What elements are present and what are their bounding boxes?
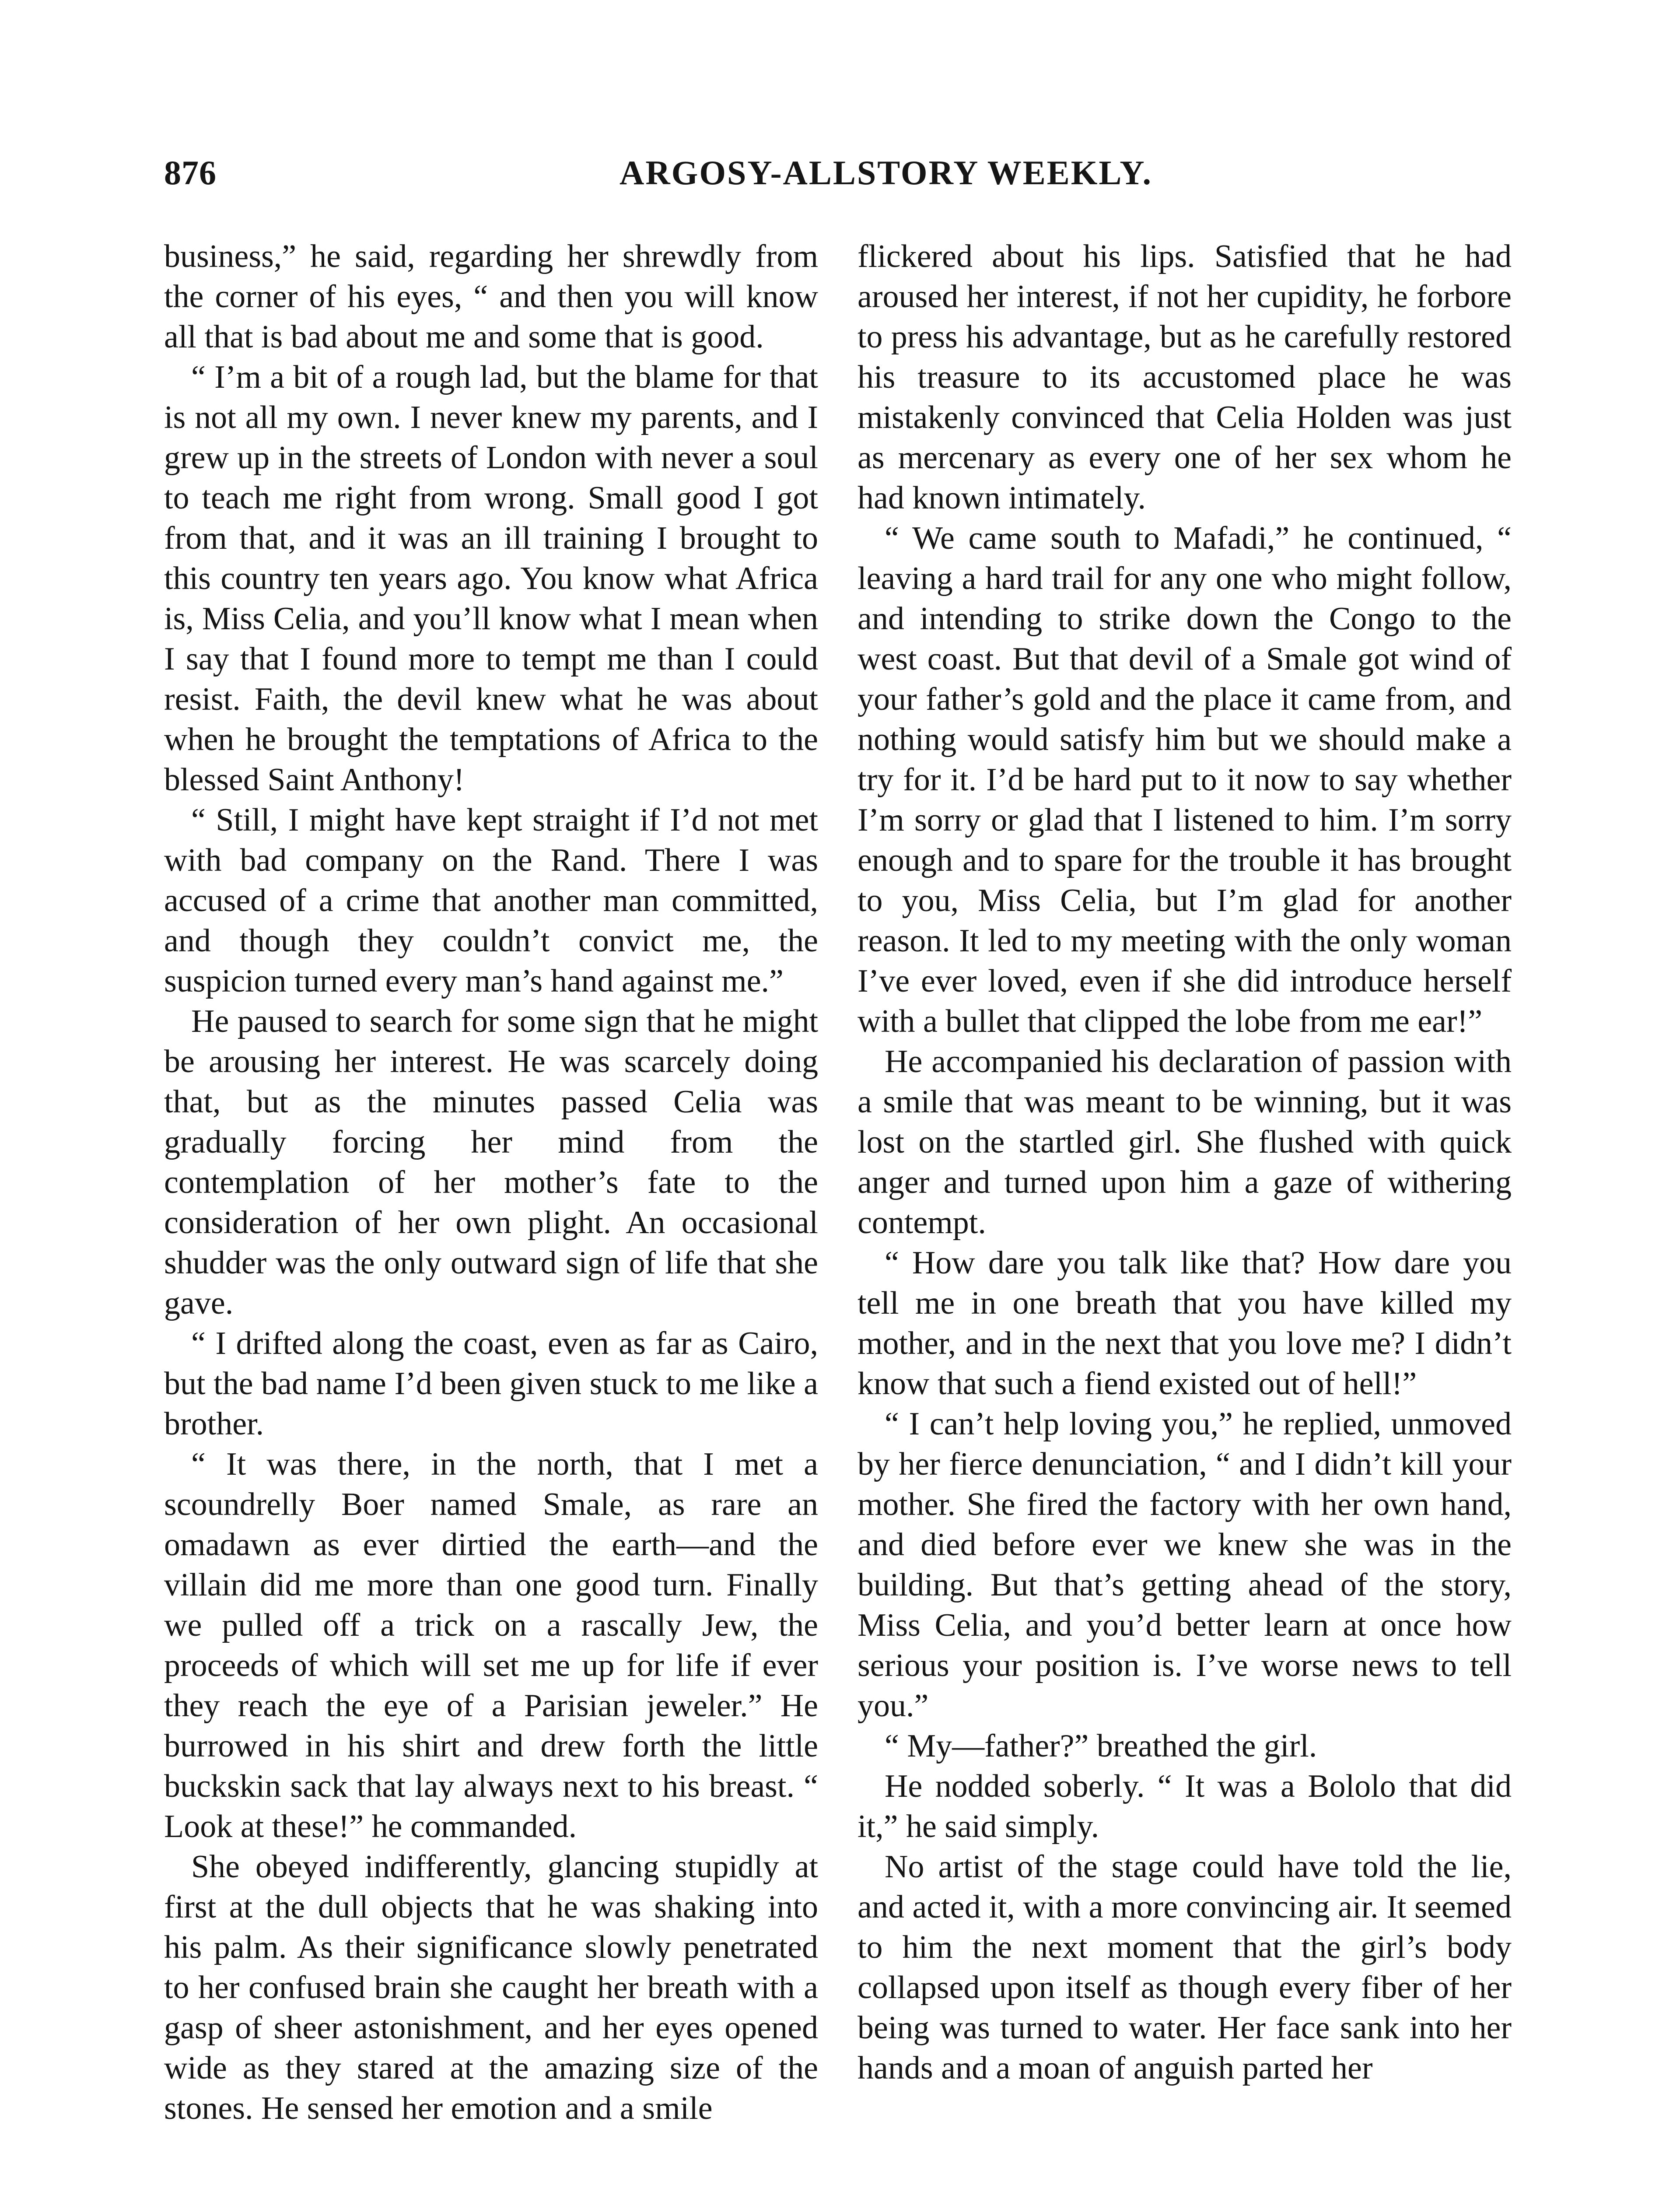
paragraph: “ I can’t help loving you,” he replied, unmoved by her fierce denunciation, “ and I didn’t kill your mother. She fired the factory with her own hand, and died before ever we knew she was in the building. But that’s getting ahead of the story, Miss Celia, and you’d better learn at once how serious your position is. I’ve worse news to tell you.” <box>858 1406 1512 1724</box>
paragraph: She obeyed indifferently, glancing stupidly at first at the dull objects that he was shaking into his palm. As their significance slowly penetrated to her confused brain she caught her breath with a gasp of sheer astonishment, and her eyes opened wide as they stared at the amazing size of the stones. He sensed her emotion and a smile <box>164 1849 818 2126</box>
running-title: ARGOSY-ALLSTORY WEEKLY. <box>620 154 1152 192</box>
paragraph: “ I’m a bit of a rough lad, but the blame for that is not all my own. I never knew my parents, and I grew up in the streets of London with never a soul to teach me right from wrong. Small good I got from that, and it was an ill training I brought to this country ten years ago. You know what Africa is, Miss Celia, and you’ll know what I mean when I say that I found more to tempt me than I could resist. Faith, the devil knew what he was about when he brought the temptations of Africa to the blessed Saint Anthony! <box>164 359 818 798</box>
paragraph: “ It was there, in the north, that I met a scoundrelly Boer named Smale, as rare an omadawn as ever dirtied the earth—and the villain did me more than one good turn. Finally we pulled off a trick on a rascally Jew, the proceeds of which will set me up for life if ever they reach the eye of a Parisian jeweler.” He burrowed in his shirt and drew forth the little buckskin sack that lay always next to his breast. “ Look at these!” he commanded. <box>164 1446 818 1844</box>
paragraph: “ We came south to Mafadi,” he continued, “ leaving a hard trail for any one who might follow, and intending to strike down the Congo to the west coast. But that devil of a Smale got wind of your father’s gold and the place it came from, and nothing would satisfy him but we should make a try for it. I’d be hard put to it now to say whether I’m sorry or glad that I listened to him. I’m sorry enough and to spare for the trouble it has brought to you, Miss Celia, but I’m glad for another reason. It led to my meeting with the only woman I’ve ever loved, even if she did introduce herself with a bullet that clipped the lobe from me ear!” <box>858 520 1512 1039</box>
paragraph: business,” he said, regarding her shrewdly from the corner of his eyes, “ and then you will know all that is bad about me and some that is good. <box>164 238 818 355</box>
page-number: 876 <box>164 154 217 192</box>
paragraph: flickered about his lips. Satisfied that he had aroused her interest, if not her cupidity, he forbore to press his advantage, but as he carefully restored his treasure to its accustomed place he was mistakenly convinced that Celia Holden was just as mercenary as every one of her sex whom he had known intimately. <box>858 238 1512 516</box>
paragraph: “ My—father?” breathed the girl. <box>885 1728 1317 1764</box>
paragraph: No artist of the stage could have told the lie, and acted it, with a more convincing air. It seemed to him the next moment that the girl’s body collapsed upon itself as though every fiber of her being was turned to water. Her face sank into her hands and a moan of anguish parted her <box>858 1849 1512 2086</box>
page-header <box>164 149 1529 210</box>
right-column <box>858 236 1512 2088</box>
paragraph: “ How dare you talk like that? How dare you tell me in one breath that you have killed my mother, and in the next that you love me? I didn’t know that such a fiend existed out of hell!” <box>858 1245 1512 1402</box>
paragraph: He nodded soberly. “ It was a Bololo that did it,” he said simply. <box>858 1768 1512 1844</box>
left-column <box>164 236 818 2128</box>
paragraph: “ I drifted along the coast, even as far as Cairo, but the bad name I’d been given stuck to me like a brother. <box>164 1325 818 1442</box>
paragraph: He accompanied his declaration of passion with a smile that was meant to be winning, but it was lost on the startled girl. She flushed with quick anger and turned upon him a gaze of withering contempt. <box>858 1044 1512 1241</box>
paragraph: He paused to search for some sign that he might be arousing her interest. He was scarcely doing that, but as the minutes passed Celia was gradually forcing her mind from the contemplation of her mother’s fate to the consideration of her own plight. An occasional shudder was the only outward sign of life that she gave. <box>164 1003 818 1321</box>
paragraph: “ Still, I might have kept straight if I’d not met with bad company on the Rand. There I was accused of a crime that another man committed, and though they couldn’t convict me, the suspicion turned every man’s hand against me.” <box>164 802 818 999</box>
